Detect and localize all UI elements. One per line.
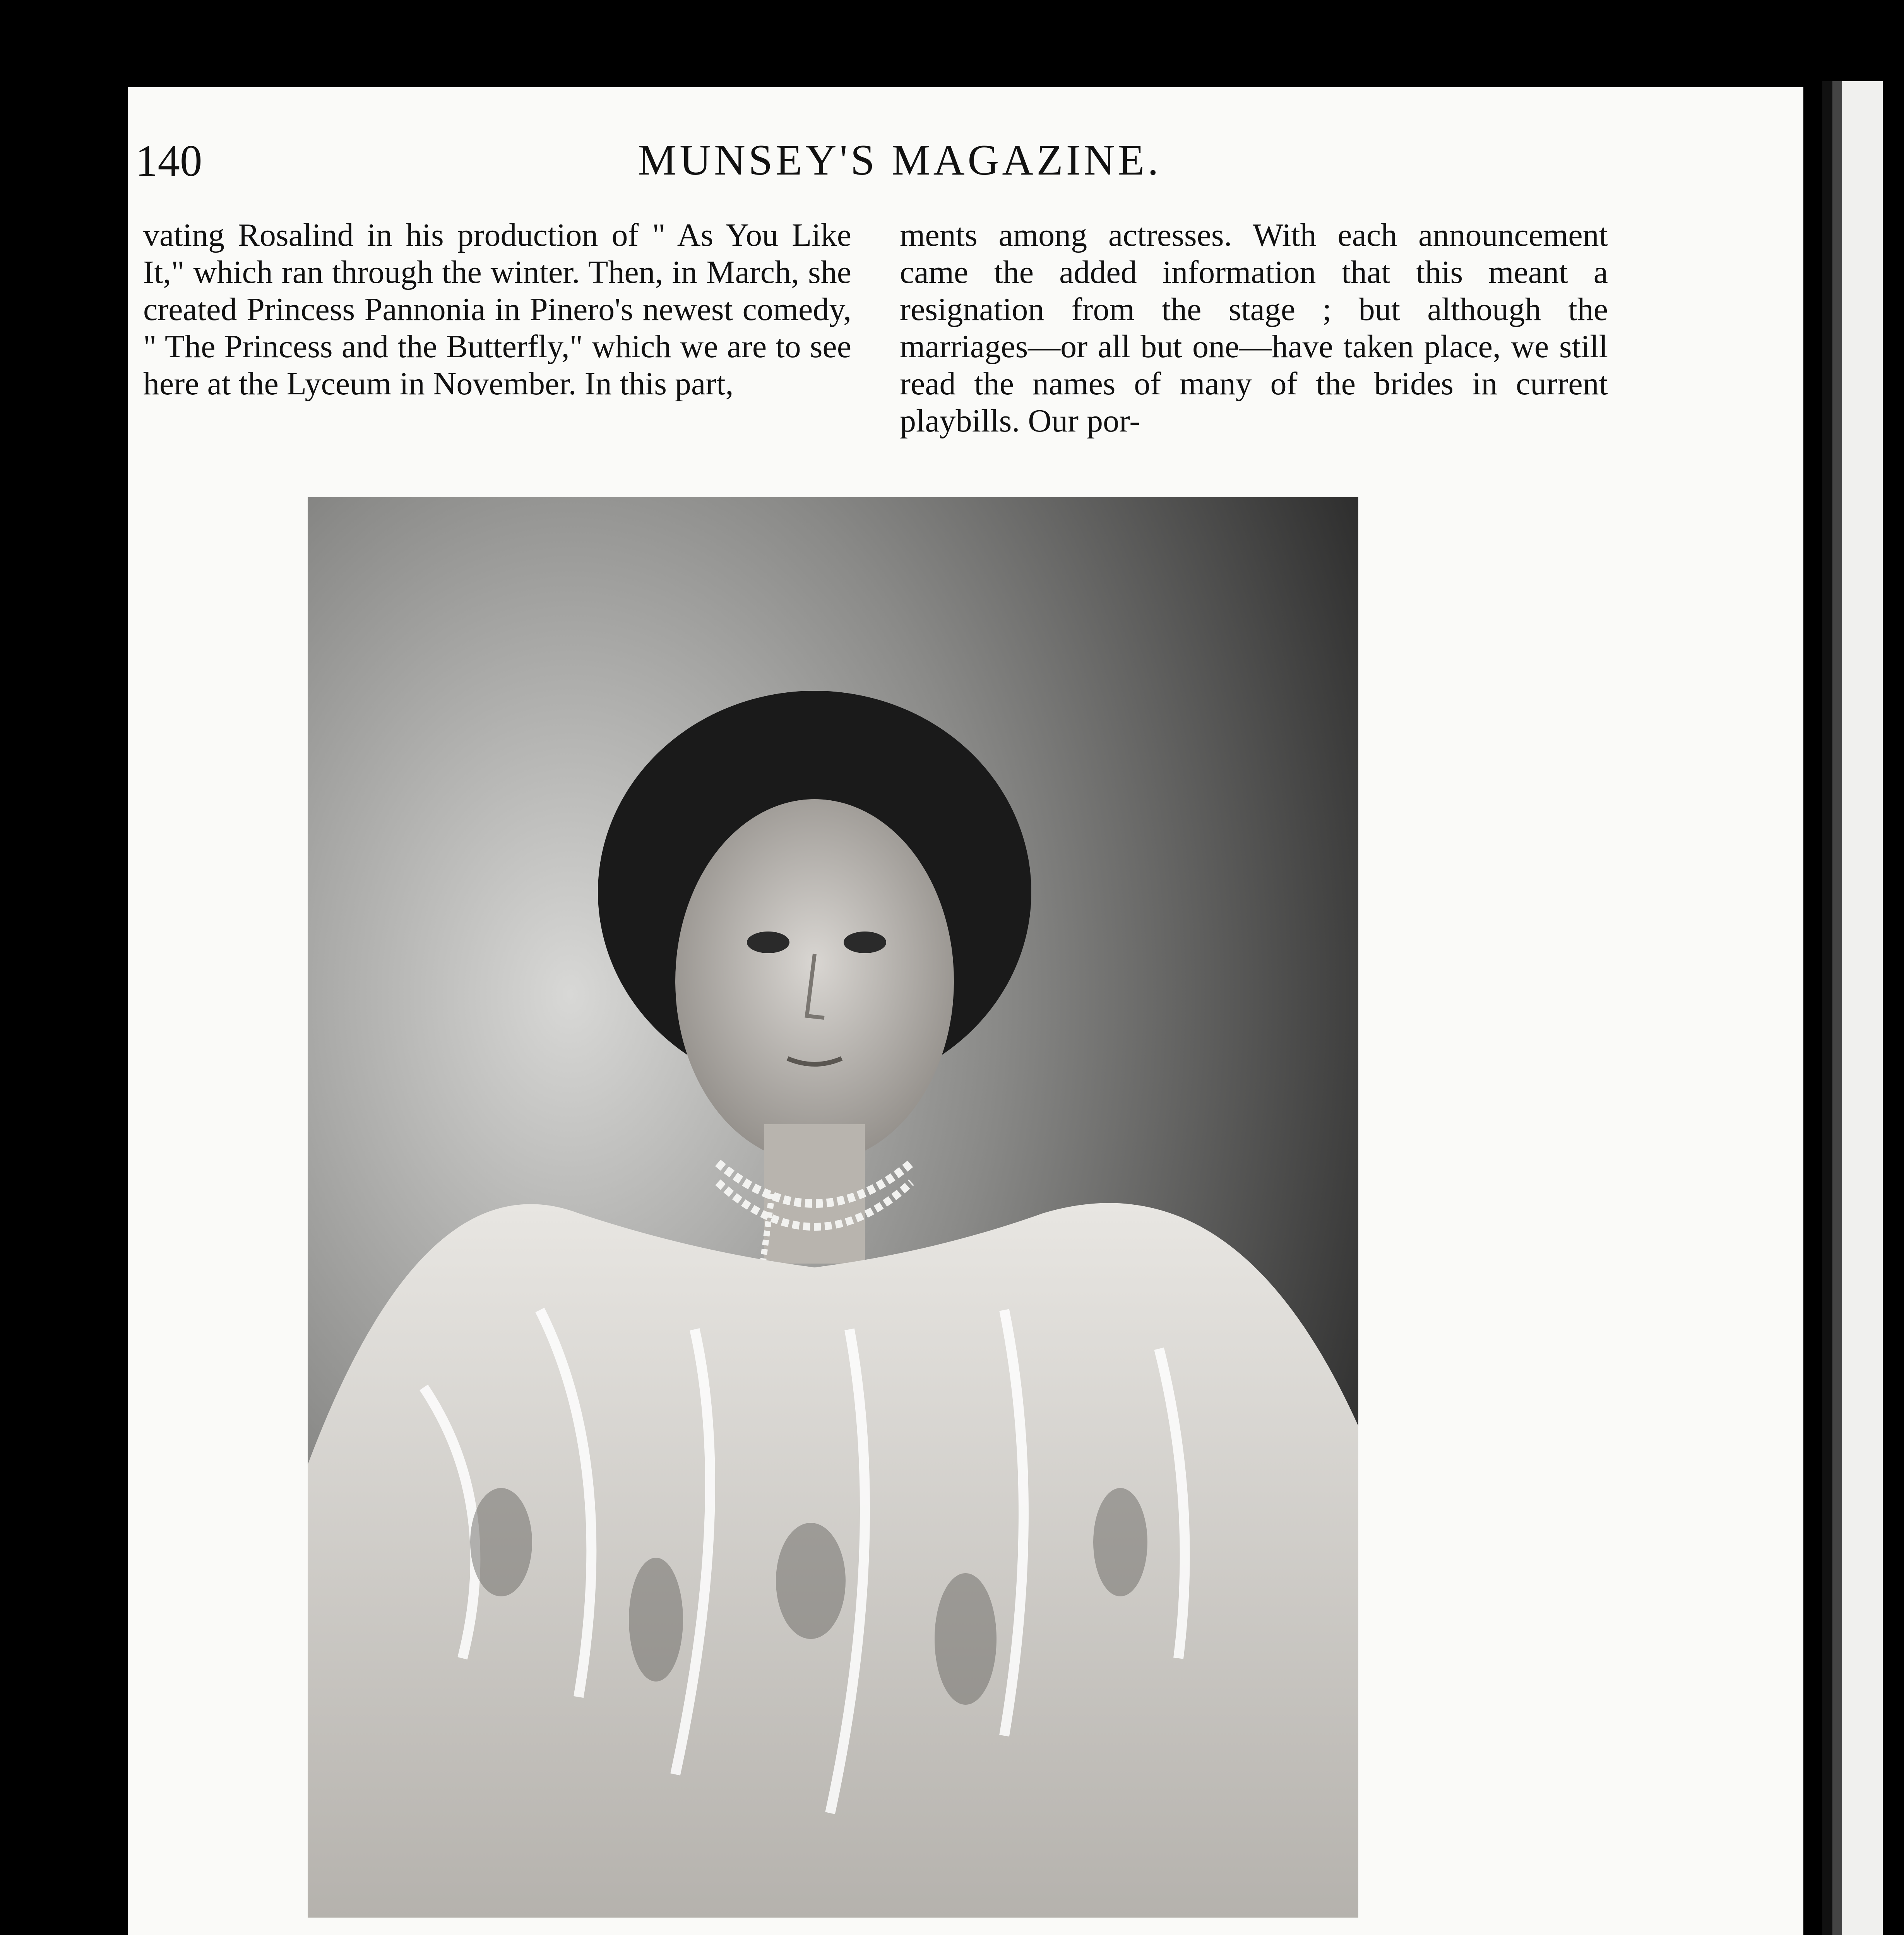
page-edge-shadow bbox=[1832, 81, 1842, 1935]
portrait-photograph bbox=[308, 497, 1358, 1918]
magazine-title: MUNSEY'S MAGAZINE. bbox=[638, 136, 1162, 184]
page-number: 140 bbox=[135, 136, 202, 185]
top-right-paragraph: ments among actresses. With each announcement came the added information that this meant a resignation from the stage ; but although the marriages—or all but one—have taken place, we still read the names of many of the brides in current playbills. Our por- bbox=[900, 217, 1608, 439]
top-left-paragraph: vating Rosalind in his production of " As You Like It," which ran through the winter. Then, in March, she created Princess Pannonia in Pinero's newest comedy, " The Princess and the Butterfly," which we are to see here at the Lyceum in November. In this part, bbox=[143, 217, 851, 402]
top-right-column bbox=[900, 217, 1608, 440]
top-left-column bbox=[143, 217, 851, 402]
magazine-page bbox=[128, 87, 1803, 1935]
portrait-image bbox=[308, 497, 1358, 1918]
running-head bbox=[135, 135, 1664, 197]
adjacent-page-edge bbox=[1822, 81, 1883, 1935]
